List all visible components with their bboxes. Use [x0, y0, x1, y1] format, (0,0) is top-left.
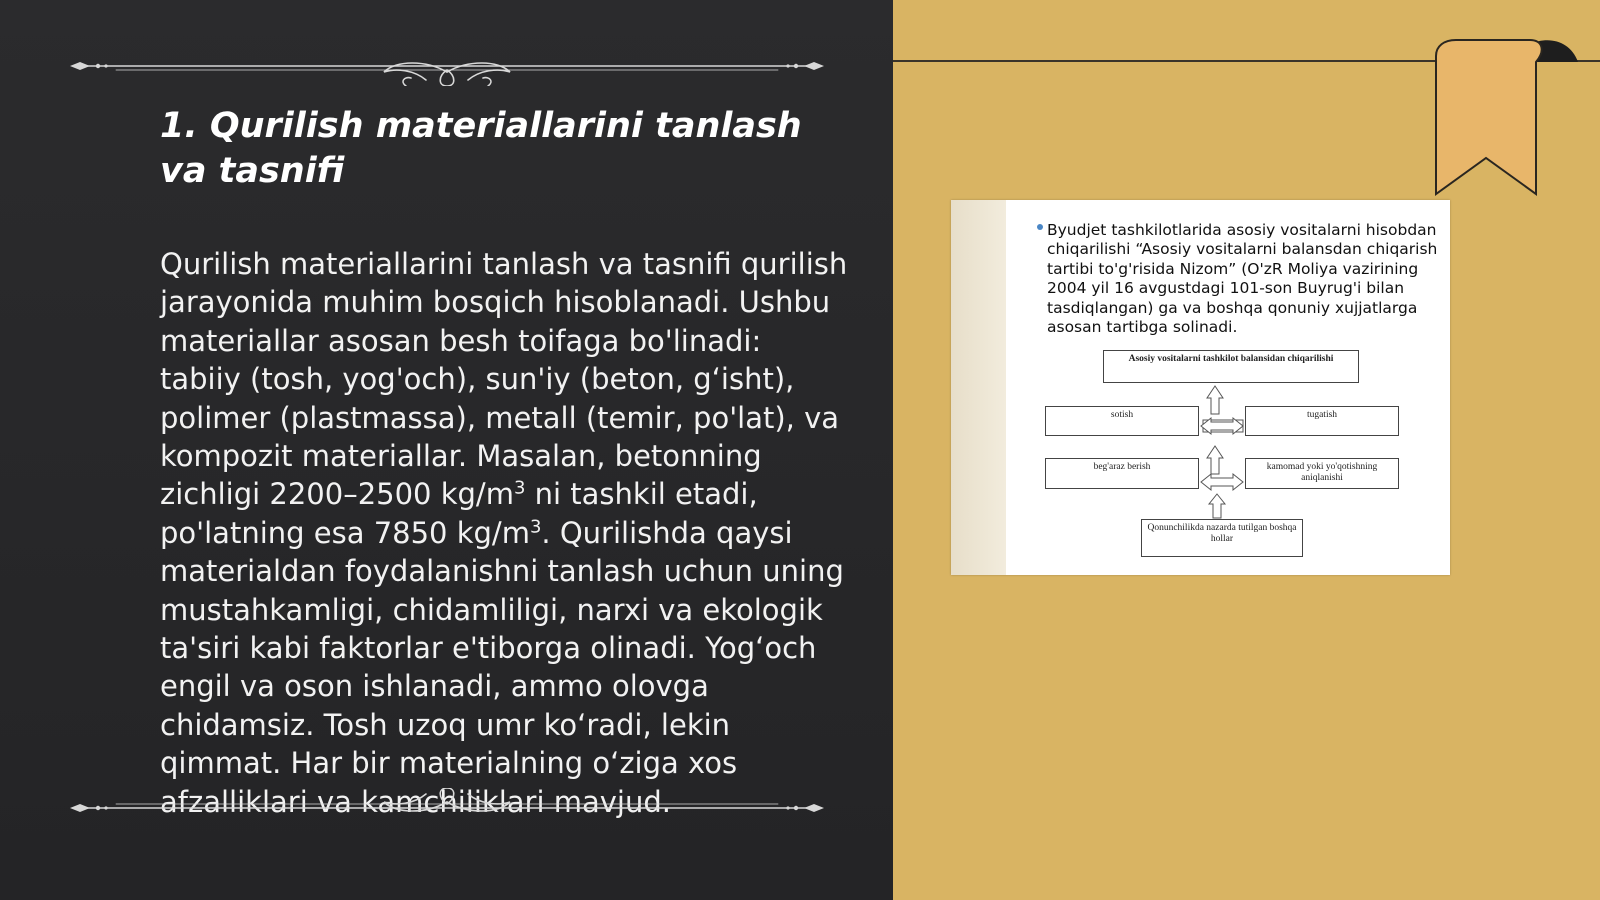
superscript-3: 3 — [513, 477, 526, 499]
top-ornament-divider — [66, 46, 828, 86]
body-text-part-2: ni tashkil etadi, po'latning esa 7850 kg/m — [160, 477, 758, 550]
superscript-3: 3 — [529, 516, 542, 538]
bottom-ornament-divider — [66, 788, 828, 828]
diagram-box-sotish: sotish — [1045, 406, 1199, 436]
diagram-box-kamomad: kamomad yoki yo'qotishning aniqlanishi — [1245, 458, 1399, 489]
body-text-part-3: . Qurilishda qaysi materialdan foydalanishni tanlash uchun uning mustahkamligi, chidamliligi, narxi va ekologik ta'siri kabi faktorlar e'tiborga olinadi. Yog‘och engil va oson ishlanadi, ammo olovga chidamsiz. Tosh uzoq umr ko‘radi, lekin qimmat. Har bir materialning o‘ziga xos afzalliklari va kamchiliklari mavjud. — [160, 515, 844, 819]
slide-body-text — [160, 245, 850, 821]
diagram-box-balance-removal: Asosiy vositalarni tashkilot balansidan chiqarilishi — [1103, 350, 1359, 383]
diagram-box-boshqa-hollar: Qonunchilikda nazarda tutilgan boshqa hollar — [1141, 519, 1303, 557]
slide-title: 1. Qurilish materiallarini tanlash va tasnifi — [160, 106, 802, 191]
diagram-box-begaraz-berish: beg'araz berish — [1045, 458, 1199, 489]
body-text-part-1: Qurilish materiallarini tanlash va tasnifi qurilish jarayonida muhim bosqich hisoblanadi. Ushbu materiallar asosan besh toifaga bo'linadi: tabiiy (tosh, yog'och), sun'iy (beton, g‘isht), polimer (plastmassa), metall (temir, po'lat), va kompozit materiallar. Masalan, betonning zichligi 2200–2500 kg/m — [160, 247, 848, 512]
bookmark-ribbon-icon — [1430, 36, 1580, 198]
embedded-bullet-text: Byudjet tashkilotlarida asosiy vositalarni hisobdan chiqarilishi “Asosiy vositalarni balansdan chiqarish tartibi to'g'risida Nizom” (O'zR Moliya vazirining 2004 yil 16 avgustdagi 101-son Buyrug'i bilan tasdiqlangan) ga va boshqa qonuniy xujjatlarga asosan tartibga solinadi. — [1047, 221, 1438, 337]
diagram-box-tugatish: tugatish — [1245, 406, 1399, 436]
embedded-slide-image — [951, 200, 1450, 575]
